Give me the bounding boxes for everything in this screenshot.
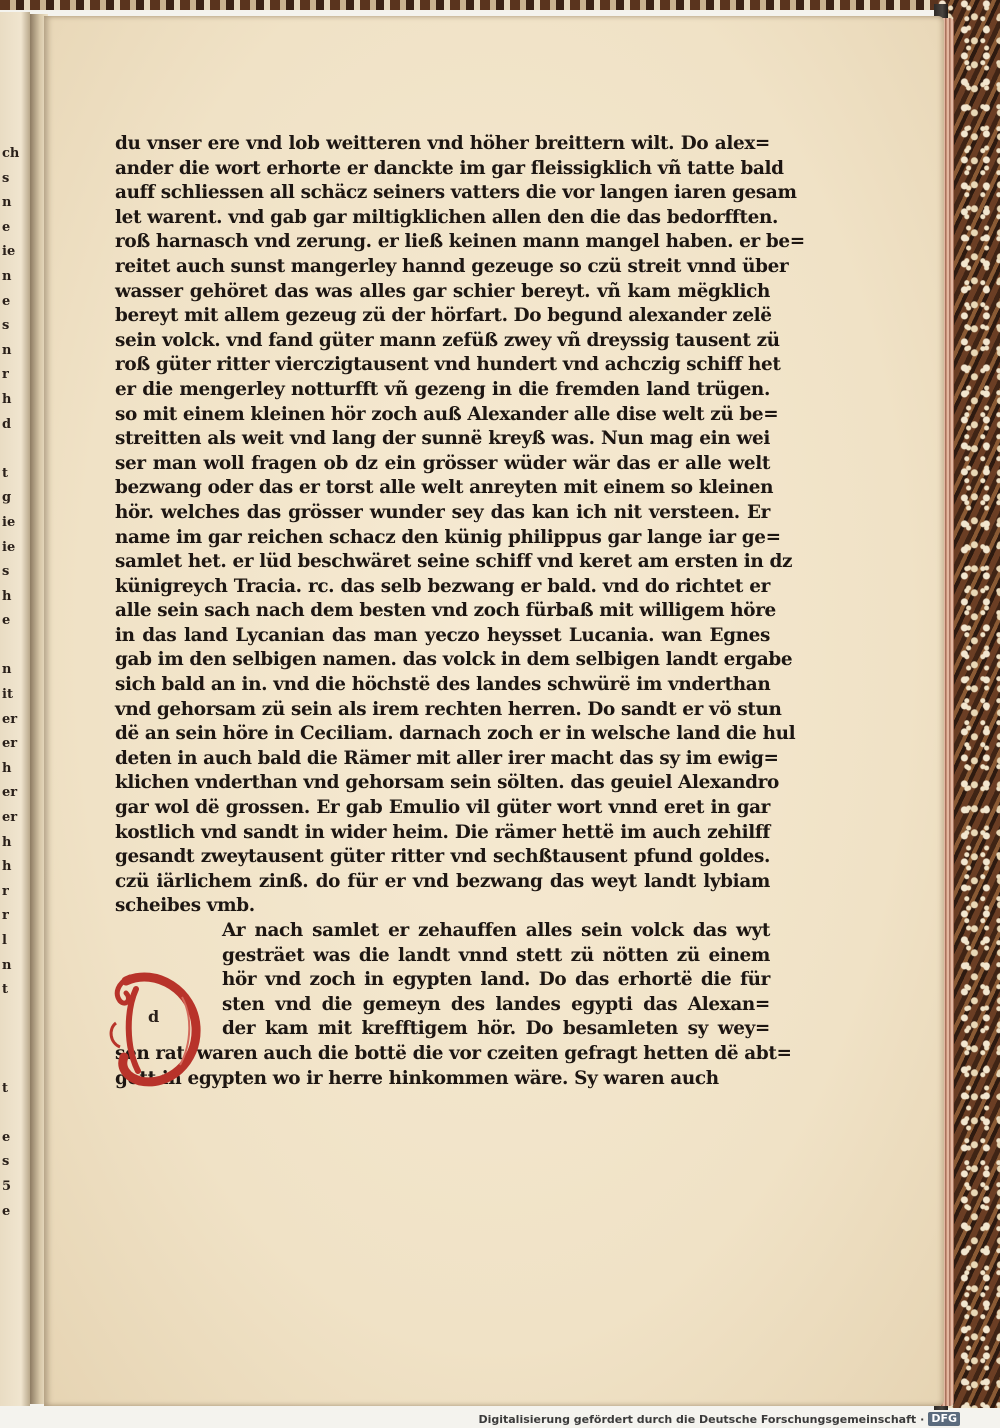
credit-text: Digitalisierung gefördert durch die Deutsche Forschungsgemeinschaft — [478, 1412, 917, 1426]
text-line: hör. welches das grösser wunder sey das kan ich nit versteen. Er — [115, 501, 770, 523]
text-line: sich bald an in. vnd die höchstë des landes schwürë im vnderthan — [115, 674, 771, 696]
initial-d-svg — [96, 963, 206, 1091]
guide-letter: d — [148, 1007, 160, 1026]
left-page-fragment — [0, 12, 30, 1406]
text-line: czü iärlichem zinß. do für er vnd bezwang das weyt landt lybiam — [115, 870, 770, 892]
left-page-glyphs: ch s n e ie n e s n r h d t g ie ie s h e n it er er h er er h h r r l n t t e s 5 e — [2, 146, 20, 1219]
text-line: bereyt mit allem gezeug zü der hörfart. Do begund alexander zelë — [115, 305, 772, 327]
text-line: deten in auch bald die Rämer mit aller irer macht das sy im ewig= — [115, 747, 779, 769]
text-line: ander die wort erhorte er danckte im gar fleissigklich vñ tatte bald — [115, 157, 784, 179]
text-line: er die mengerley notturfft vñ gezeng in die fremden land trügen. — [115, 378, 770, 400]
text-line: in das land Lycanian das man yeczo heysset Lucania. wan Egnes — [115, 624, 770, 646]
text-line: hör vnd zoch in egypten land. Do das erhortë die für — [222, 969, 770, 991]
top-edge-strip — [0, 0, 1000, 10]
text-line: so mit einem kleinen hör zoch auß Alexander alle dise welt zü be= — [115, 403, 779, 425]
text-line: gott in egypten wo ir herre hinkommen wäre. Sy waren auch — [115, 1067, 719, 1089]
text-line: gesträet was die landt vnnd stett zü nötten zü einem — [222, 944, 770, 966]
text-line: gar wol dë grossen. Er gab Emulio vil güter wort vnnd eret in gar — [115, 797, 770, 819]
text-line: dë an sein höre in Ceciliam. darnach zoch er in welsche land die hul — [115, 723, 796, 745]
text-line: sen rat. waren auch die bottë die vor czeiten gefragt hetten dë abt= — [115, 1042, 792, 1064]
text-line: Ar nach samlet er zehauffen alles sein volck das wyt — [222, 920, 770, 941]
text-line: kostlich vnd sandt in wider heim. Die rämer hettë im auch zehilff — [115, 821, 770, 843]
text-line: du vnser ere vnd lob weitteren vnd höher breittern wilt. Do alex= — [115, 133, 770, 154]
text-line: der kam mit krefftigem hör. Do besamleten sy wey= — [222, 1018, 770, 1040]
text-line: gesandt zweytausent güter ritter vnd sechßtausent pfund goldes. — [115, 846, 770, 868]
text-line: ser man woll fragen ob dz ein grösser wüder wär das er alle welt — [115, 452, 770, 474]
text-line: scheibes vmb. — [115, 895, 255, 917]
text-line: roß harnasch vnd zerung. er ließ keinen mann mangel haben. er be= — [115, 231, 805, 253]
decorated-initial — [96, 963, 206, 1091]
credit-dot: · — [920, 1412, 925, 1426]
text-line: auff schliessen all schäcz seiners vatters die vor langen iaren gesam — [115, 182, 797, 204]
text-line: roß güter ritter vierczigtausent vnd hundert vnd achczig schiff het — [115, 354, 781, 376]
main-lines — [115, 132, 805, 919]
text-line: name im gar reichen schacz den künig philippus gar lange iar ge= — [115, 526, 781, 548]
text-line: alle sein sach nach dem besten vnd zoch fürbaß mit willigem höre — [115, 600, 776, 622]
text-line: gab im den selbigen namen. das volck in dem selbigen landt ergabe — [115, 649, 793, 671]
text-line: wasser gehöret das was alles gar schier bereyt. vñ kam mëgklich — [115, 280, 770, 302]
text-line: bezwang oder das er torst alle welt anreyten mit einem so kleinen — [115, 477, 774, 499]
text-line: sein volck. vnd fand güter mann zefüß zwey vñ dreyssig tausent zü — [115, 329, 780, 351]
text-line: samlet het. er lüd beschwäret seine schiff vnd keret am ersten in dz — [115, 551, 793, 573]
dfg-logo: DFG — [928, 1412, 960, 1426]
text-line: streitten als weit vnd lang der sunnë kreyß was. Nun mag ein wei — [115, 428, 770, 450]
text-line: let warent. vnd gab gar miltigklichen allen den die das bedorfften. — [115, 206, 779, 228]
after-initial-lines — [115, 1042, 792, 1091]
text-line: sten vnd die gemeyn des landes egypti das Alexan= — [222, 993, 770, 1015]
initial-paragraph-lines — [115, 919, 770, 1042]
text-line: klichen vnderthan vnd gehorsam sein sölten. das geuiel Alexandro — [115, 772, 779, 794]
digitization-credit — [478, 1412, 960, 1426]
main-text-block — [115, 132, 805, 1091]
text-line: vnd gehorsam zü sein als irem rechten herren. Do sandt er vö stun — [115, 698, 782, 720]
text-line: reitet auch sunst mangerley hannd gezeuge so czü streit vnnd über — [115, 255, 789, 277]
text-line: künigreych Tracia. rc. das selb bezwang er bald. vnd do richtet er — [115, 575, 770, 597]
